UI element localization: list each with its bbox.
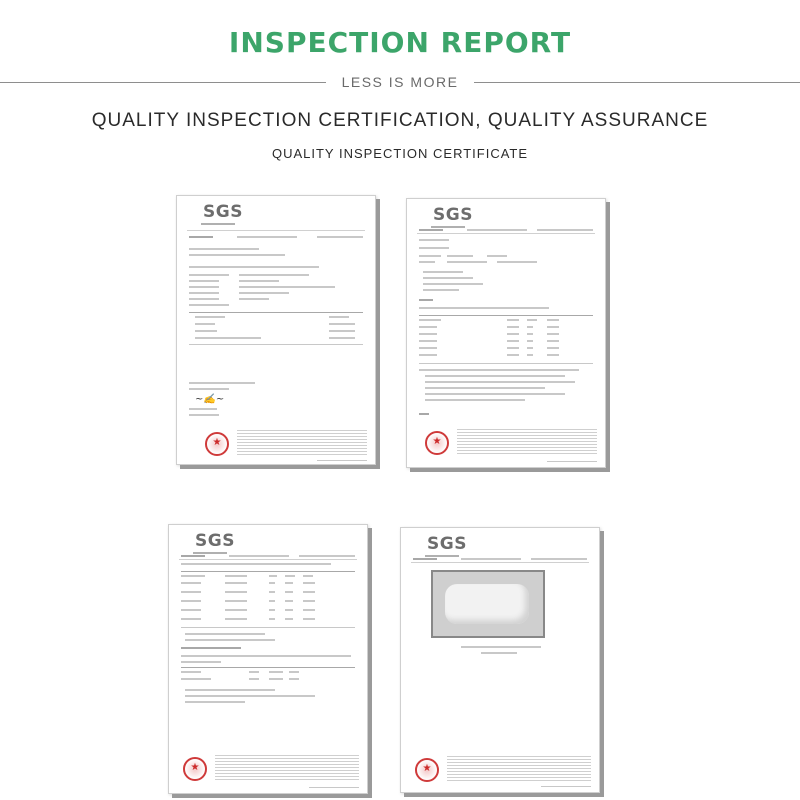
- table-cell: [225, 600, 247, 602]
- report-date-line: [299, 555, 355, 557]
- fine-print: [457, 429, 597, 455]
- table-cell: [285, 582, 293, 584]
- table-cell: [329, 323, 355, 325]
- text-line: [419, 369, 579, 371]
- table-cell: [419, 347, 437, 349]
- certificate-3[interactable]: [168, 524, 368, 794]
- table-cell: [195, 323, 215, 325]
- text-line: [425, 381, 575, 383]
- table-cell: [269, 678, 283, 680]
- logo-underline: [431, 226, 465, 228]
- report-label-line: [189, 236, 213, 238]
- table-cell: [527, 326, 533, 328]
- table-cell: [303, 582, 315, 584]
- table-cell: [303, 591, 315, 593]
- table-cell: [269, 575, 277, 577]
- text-line: [189, 382, 255, 384]
- table-cell: [269, 609, 275, 611]
- table-cell: [547, 354, 559, 356]
- header-line: [411, 562, 589, 563]
- logo-underline: [201, 223, 235, 225]
- table-cell: [547, 340, 559, 342]
- report-label-line: [419, 229, 443, 231]
- text-line: [425, 387, 545, 389]
- header-line: [187, 230, 365, 231]
- certificate-2[interactable]: [406, 198, 606, 468]
- table-rule: [189, 312, 363, 313]
- report-no-line: [467, 229, 527, 231]
- table-cell: [195, 316, 225, 318]
- text-line: [487, 255, 507, 257]
- table-cell: [419, 319, 441, 321]
- fine-print: [237, 430, 367, 456]
- sgs-logo: SGS: [195, 531, 235, 551]
- table-cell: [547, 333, 559, 335]
- table-cell: [181, 600, 201, 602]
- table-cell: [181, 671, 201, 673]
- text-line: [185, 695, 315, 697]
- table-rule: [419, 363, 593, 364]
- table-cell: [303, 609, 315, 611]
- table-cell: [181, 618, 201, 620]
- report-date-line: [537, 229, 593, 231]
- text-line: [189, 292, 219, 294]
- table-cell: [269, 618, 275, 620]
- signature-icon: ~✍~: [195, 394, 225, 405]
- table-cell: [303, 618, 315, 620]
- report-label-line: [413, 558, 437, 560]
- table-cell: [329, 337, 355, 339]
- text-line: [181, 655, 351, 657]
- table-cell: [181, 582, 201, 584]
- text-line: [239, 292, 289, 294]
- table-cell: [419, 354, 437, 356]
- red-seal-icon: [415, 758, 439, 782]
- text-line: [181, 563, 331, 565]
- table-cell: [527, 319, 537, 321]
- text-line: [185, 633, 265, 635]
- table-cell: [181, 678, 211, 680]
- table-cell: [303, 600, 315, 602]
- table-cell: [527, 333, 533, 335]
- text-line: [189, 298, 219, 300]
- text-line: [419, 299, 433, 301]
- text-line: [181, 647, 241, 649]
- text-line: [419, 247, 449, 249]
- table-cell: [527, 347, 533, 349]
- table-cell: [285, 609, 293, 611]
- text-line: [425, 375, 565, 377]
- footer-line: [541, 786, 591, 787]
- caption-line: [461, 646, 541, 648]
- table-cell: [507, 347, 519, 349]
- sgs-logo: SGS: [203, 202, 243, 222]
- logo-underline: [193, 552, 227, 554]
- table-cell: [527, 354, 533, 356]
- table-cell: [269, 591, 275, 593]
- text-line: [447, 261, 487, 263]
- table-rule: [181, 667, 355, 668]
- caption-line: [481, 652, 517, 654]
- table-rule: [419, 315, 593, 316]
- text-line: [239, 280, 279, 282]
- table-cell: [507, 340, 519, 342]
- table-cell: [249, 678, 259, 680]
- table-cell: [285, 575, 295, 577]
- table-cell: [269, 582, 275, 584]
- text-line: [419, 239, 449, 241]
- text-line: [419, 413, 429, 415]
- footer-line: [547, 461, 597, 462]
- table-cell: [419, 333, 437, 335]
- table-cell: [269, 671, 283, 673]
- red-seal-icon: [205, 432, 229, 456]
- text-line: [425, 393, 565, 395]
- table-cell: [195, 330, 217, 332]
- certificate-4[interactable]: [400, 527, 600, 793]
- table-cell: [225, 609, 247, 611]
- table-cell: [547, 319, 559, 321]
- fine-print: [215, 755, 359, 781]
- text-line: [181, 661, 221, 663]
- text-line: [185, 689, 275, 691]
- table-cell: [285, 591, 293, 593]
- table-cell: [289, 671, 299, 673]
- red-seal-icon: [425, 431, 449, 455]
- text-line: [425, 399, 525, 401]
- table-cell: [419, 326, 437, 328]
- text-line: [185, 701, 245, 703]
- table-cell: [547, 347, 559, 349]
- text-line: [189, 286, 219, 288]
- table-cell: [195, 337, 261, 339]
- table-cell: [181, 575, 205, 577]
- table-cell: [225, 618, 247, 620]
- table-cell: [507, 319, 519, 321]
- table-cell: [285, 600, 293, 602]
- product-photo: [431, 570, 545, 638]
- table-cell: [547, 326, 559, 328]
- table-cell: [225, 575, 247, 577]
- text-line: [189, 414, 219, 416]
- text-line: [423, 283, 483, 285]
- text-line: [419, 307, 549, 309]
- table-cell: [249, 671, 259, 673]
- tagline: LESS IS MORE: [341, 74, 459, 90]
- report-no-line: [237, 236, 297, 238]
- table-cell: [527, 340, 533, 342]
- table-cell: [507, 326, 519, 328]
- table-cell: [329, 316, 349, 318]
- table-cell: [303, 575, 313, 577]
- page-title: INSPECTION REPORT: [228, 26, 572, 59]
- table-cell: [329, 330, 355, 332]
- text-line: [419, 255, 441, 257]
- certificate-1[interactable]: [176, 195, 376, 465]
- text-line: [189, 254, 285, 256]
- report-no-line: [461, 558, 521, 560]
- text-line: [189, 408, 217, 410]
- fine-print: [447, 756, 591, 782]
- table-cell: [225, 591, 247, 593]
- table-cell: [507, 333, 519, 335]
- pillow-image: [445, 584, 529, 624]
- text-line: [497, 261, 537, 263]
- text-line: [447, 255, 473, 257]
- table-cell: [507, 354, 519, 356]
- table-cell: [289, 678, 299, 680]
- table-rule: [181, 627, 355, 628]
- text-line: [239, 298, 269, 300]
- table-rule: [181, 571, 355, 572]
- text-line: [185, 639, 275, 641]
- text-line: [239, 274, 309, 276]
- text-line: [423, 277, 473, 279]
- logo-underline: [425, 555, 459, 557]
- table-cell: [285, 618, 293, 620]
- text-line: [189, 274, 229, 276]
- text-line: [423, 271, 463, 273]
- table-cell: [181, 591, 201, 593]
- report-date-line: [531, 558, 587, 560]
- text-line: [189, 304, 229, 306]
- text-line: [239, 286, 335, 288]
- report-date-line: [317, 236, 363, 238]
- text-line: [189, 388, 229, 390]
- text-line: [189, 280, 219, 282]
- divider-right: [474, 82, 800, 83]
- header-line: [179, 559, 357, 560]
- table-cell: [225, 582, 247, 584]
- text-line: [423, 289, 459, 291]
- table-rule: [189, 344, 363, 345]
- text-line: [419, 261, 435, 263]
- table-cell: [269, 600, 275, 602]
- text-line: [189, 266, 319, 268]
- headline: QUALITY INSPECTION CERTIFICATION, QUALITY ASSURANCE: [91, 110, 709, 131]
- sgs-logo: SGS: [427, 534, 467, 554]
- subheadline: QUALITY INSPECTION CERTIFICATE: [271, 146, 529, 161]
- footer-line: [317, 460, 367, 461]
- text-line: [189, 248, 259, 250]
- report-label-line: [181, 555, 205, 557]
- sgs-logo: SGS: [433, 205, 473, 225]
- red-seal-icon: [183, 757, 207, 781]
- table-cell: [419, 340, 437, 342]
- footer-line: [309, 787, 359, 788]
- table-cell: [181, 609, 201, 611]
- report-no-line: [229, 555, 289, 557]
- header-line: [417, 233, 595, 234]
